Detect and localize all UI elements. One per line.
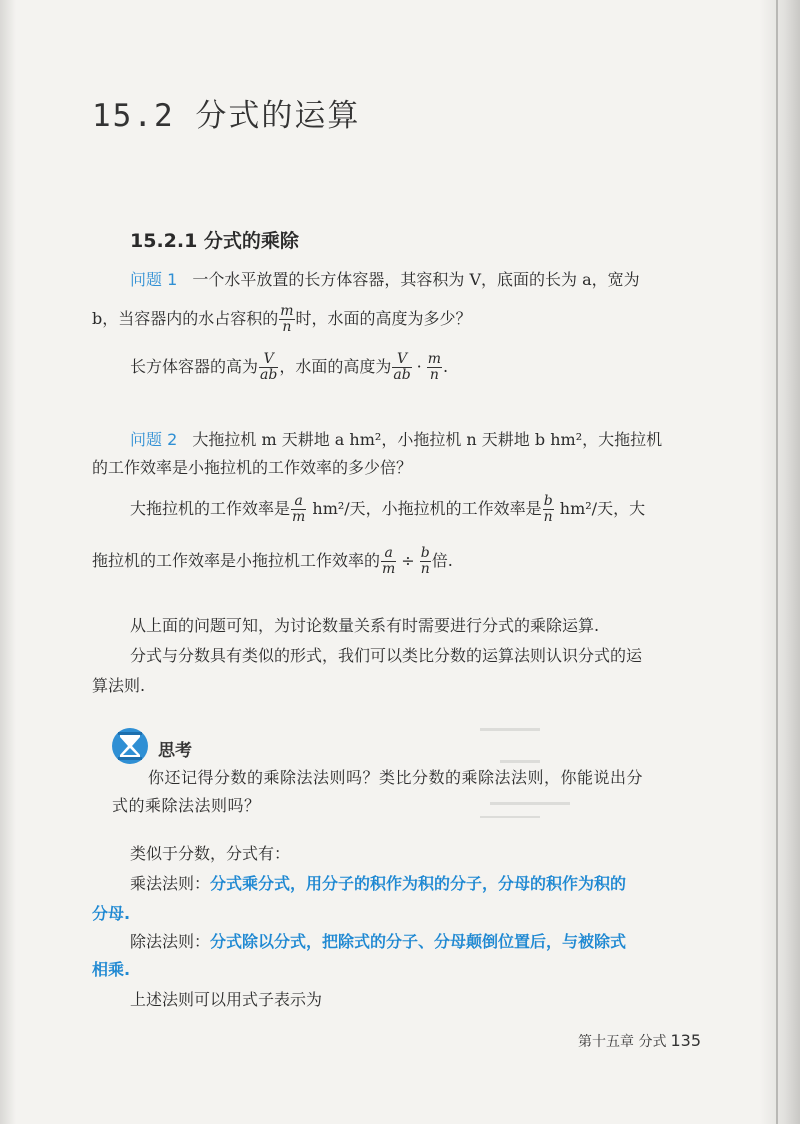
frac-denominator: n bbox=[543, 509, 553, 525]
frac-numerator: a bbox=[381, 546, 396, 562]
frac-denominator: n bbox=[282, 319, 292, 335]
problem1-text2-pre: b，当容器内的水占容积的 bbox=[92, 309, 279, 328]
division-rule-label: 除法法则： bbox=[130, 932, 211, 951]
problem1-line2 bbox=[92, 304, 472, 335]
fraction-m-over-n bbox=[279, 304, 294, 335]
frac-denominator: n bbox=[429, 367, 439, 383]
problem2-line1 bbox=[130, 428, 662, 452]
problem1-line1 bbox=[130, 268, 640, 292]
fraction-b-over-n-2 bbox=[420, 546, 431, 577]
division-rule-line2: 相乘. bbox=[92, 960, 131, 979]
frac-numerator: m bbox=[427, 351, 442, 367]
division-rule-line1 bbox=[130, 930, 626, 954]
frac-numerator: b bbox=[420, 545, 430, 561]
think-line1: 你还记得分数的乘除法法则吗？类比分数的乘除法法则，你能说出分 bbox=[148, 768, 644, 787]
problem1-text2-post: 时，水面的高度为多少？ bbox=[295, 309, 472, 328]
problem2-answer-line1 bbox=[130, 494, 645, 525]
multiply-dot: · bbox=[416, 357, 422, 376]
answer1-mid: ，水面的高度为 bbox=[279, 357, 392, 376]
fraction-V-over-ab-2 bbox=[392, 352, 411, 383]
problem1-text1: 一个水平放置的长方体容器，其容积为 V，底面的长为 a，宽为 bbox=[192, 270, 640, 289]
answer2-line2-post: 倍. bbox=[431, 551, 453, 570]
frac-denominator: ab bbox=[260, 367, 278, 383]
frac-numerator: V bbox=[392, 352, 411, 368]
multiplication-rule-label: 乘法法则： bbox=[130, 874, 211, 893]
frac-denominator: m bbox=[292, 509, 306, 525]
division-rule-text: 分式除以分式，把除式的分子、分母颠倒位置后，与被除式 bbox=[210, 932, 627, 951]
divide-sign: ÷ bbox=[401, 551, 415, 570]
hourglass-icon bbox=[110, 726, 150, 766]
multiplication-rule-text: 分式乘分式，用分子的积作为积的分子，分母的积作为积的 bbox=[210, 874, 627, 893]
answer1-pre: 长方体容器的高为 bbox=[130, 357, 259, 376]
page-edge-shadow bbox=[760, 0, 800, 1124]
subsection-title: 15.2.1 分式的乘除 bbox=[130, 230, 299, 252]
problem2-line2: 的工作效率是小拖拉机的工作效率的多少倍？ bbox=[92, 458, 413, 477]
frac-numerator: V bbox=[259, 352, 278, 368]
fraction-a-over-m bbox=[291, 494, 306, 525]
fraction-a-over-m-2 bbox=[381, 546, 396, 577]
answer2-pre: 大拖拉机的工作效率是 bbox=[130, 499, 291, 518]
answer2-post: hm²/天，大 bbox=[554, 499, 646, 518]
multiplication-rule-line2: 分母. bbox=[92, 904, 131, 923]
frac-denominator: ab bbox=[393, 367, 411, 383]
section-title: 15.2 分式的运算 bbox=[92, 98, 361, 134]
page-binding-shadow bbox=[0, 0, 16, 1124]
page-footer bbox=[578, 1031, 701, 1051]
paragraph-2-line1: 分式与分数具有类似的形式，我们可以类比分数的运算法则认识分式的运 bbox=[130, 646, 643, 665]
fraction-m-over-n-2 bbox=[427, 352, 442, 383]
chapter-label: 第十五章 分式 bbox=[578, 1034, 667, 1050]
frac-numerator: a bbox=[291, 494, 306, 510]
answer2-line2-pre: 拖拉机的工作效率是小拖拉机工作效率的 bbox=[92, 551, 381, 570]
answer2-mid: hm²/天，小拖拉机的工作效率是 bbox=[307, 499, 542, 518]
multiplication-rule-line1 bbox=[130, 872, 626, 896]
paragraph-2-line2: 算法则. bbox=[92, 676, 146, 695]
fraction-V-over-ab bbox=[259, 352, 278, 383]
answer1-end: . bbox=[443, 357, 449, 376]
frac-denominator: n bbox=[420, 561, 430, 577]
frac-denominator: m bbox=[382, 561, 396, 577]
think-line2: 式的乘除法法则吗？ bbox=[112, 796, 261, 815]
page-number: 135 bbox=[670, 1031, 701, 1050]
problem1-answer bbox=[130, 352, 448, 383]
rules-intro: 类似于分数，分式有： bbox=[130, 844, 291, 863]
frac-numerator: b bbox=[543, 493, 553, 509]
paragraph-1: 从上面的问题可知，为讨论数量关系有时需要进行分式的乘除运算. bbox=[130, 616, 600, 635]
think-label: 思考 bbox=[158, 741, 192, 761]
fraction-b-over-n bbox=[543, 494, 554, 525]
page-edge-line bbox=[776, 0, 778, 1124]
problem1-label: 问题 1 bbox=[130, 270, 178, 289]
rules-expression-intro: 上述法则可以用式子表示为 bbox=[130, 990, 323, 1009]
problem2-text1: 大拖拉机 m 天耕地 a hm²，小拖拉机 n 天耕地 b hm²，大拖拉机 bbox=[192, 430, 663, 449]
frac-numerator: m bbox=[280, 303, 294, 319]
problem2-label: 问题 2 bbox=[130, 430, 178, 449]
problem2-answer-line2 bbox=[92, 546, 453, 577]
